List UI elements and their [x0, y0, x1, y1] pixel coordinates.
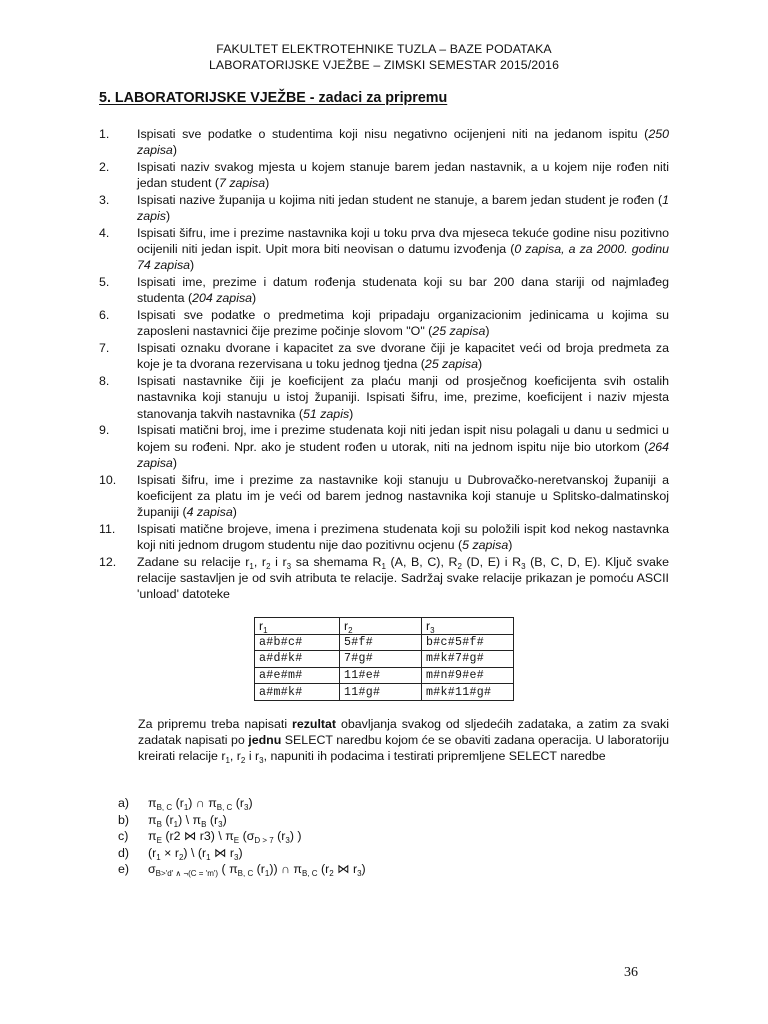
operation-expression: $\pi_E$ (r2 ⋈ r3) \ $\pi_E$ ($\sigma_{D > 7}$ $(r_3)$ )	[148, 829, 302, 845]
table-cell: m#k#7#g#	[422, 651, 514, 668]
operation-expression: $\pi_B$ $(r_1)$ \ $\pi_B$ $(r_3)$	[148, 812, 227, 829]
table-cell: a#m#k#	[255, 684, 340, 701]
table-cell: 11#e#	[340, 667, 422, 684]
task-item: 10. Ispisati šifru, ime i prezime za nastavnike koji stanuju u Dubrovačko-neretvanskoj županiji a koeficijent za platu im je veći od barem jednog nastavnika koji stanuje u Splitsko-dalmatinskoj županiji (4 zapisa)	[99, 472, 669, 520]
table-cell: a#b#c#	[255, 634, 340, 651]
task-item: 2. Ispisati naziv svakog mjesta u kojem stanuje barem jedan nastavnik, a u kojem nije rođen niti jedan student (7 zapisa)	[99, 160, 669, 191]
table-row	[255, 634, 514, 651]
task-item: 9. Ispisati matični broj, ime i prezime studenata koji niti jedan ispit nisu polagali u danu u sedmici u kojem su rođeni. Npr. ako je student rođen u utorak, niti na jednom ispitu nije bio utorkom (264 zapisa)	[99, 423, 669, 470]
task-item: 7. Ispisati oznaku dvorane i kapacitet za sve dvorane čiji je kapacitet veći od broja predmeta za koje je ta dvorana rezervisana u toku jednog tjedna (25 zapisa)	[99, 341, 669, 372]
task-item: 6. Ispisati sve podatke o predmetima koji pripadaju organizacionim jedinicama u kojima su zaposleni nastavnici čije prezime počinje slovom "O" (25 zapisa)	[99, 308, 669, 339]
page-number: 36	[624, 965, 638, 980]
table-cell: a#e#m#	[255, 667, 340, 684]
task-list	[99, 126, 669, 603]
section-title: 5. LABORATORIJSKE VJEŽBE - zadaci za pripremu	[99, 90, 448, 106]
table-row	[255, 651, 514, 668]
column-header-r3: $r_3$	[422, 618, 514, 635]
task-item: 4. Ispisati šifru, ime i prezime nastavnika koji u toku prva dva mjeseca tekuće godine nisu pozitivno ocijenili niti jedan ispit. Upit mora biti neovisan o datumu izvođenja (0 zapisa, a za 2000. godinu 74 zapisa)	[99, 226, 669, 273]
task-item: 5. Ispisati ime, prezime i datum rođenja studenata koji su bar 200 dana stariji od najmlađeg studenta (204 zapisa)	[99, 275, 669, 306]
operation-expression: $(r_1 \times r_2)$ \ ($r_1$ ⋈ $r_3$)	[148, 845, 243, 862]
header-line-2: LABORATORIJSKE VJEŽBE – ZIMSKI SEMESTAR 2015/2016	[208, 58, 560, 72]
column-header-r1: $r_1$	[255, 618, 340, 635]
table-cell: 11#g#	[340, 684, 422, 701]
table-cell: 5#f#	[340, 634, 422, 651]
task-item-12: 12. Zadane su relacije $r_1$, $r_2$ i $r_3$ sa shemama $R_1$ (A, B, C), $R_2$ (D, E) i $R_3$ (B, C, D, E). Ključ svake relacije sastavljen je od svih atributa te relacije. Sadržaj svake relacije prikazan je pomoću ASCII 'unload' datoteke	[99, 554, 670, 602]
task-item: 3. Ispisati nazive županija u kojima niti jedan student ne stanuje, a barem jedan student je rođen (1 zapis)	[99, 193, 669, 224]
table-cell: a#d#k#	[255, 651, 340, 668]
instructions-paragraph: Za pripremu treba napisati rezultat obavljanja svakog od sljedećih zadataka, a zatim za svaki zadatak napisati po jednu SELECT naredbu kojom će se obaviti zadana operacija. U laboratoriju kreirati relacije $r_1$, $r_2$ i $r_3$, napuniti ih podacima i testirati pripremljene SELECT naredbe	[138, 717, 669, 766]
table-cell: m#n#9#e#	[422, 667, 514, 684]
task-item: 1. Ispisati sve podatke o studentima koji nisu negativno ocijenjeni niti na jedanom ispitu (250 zapisa)	[99, 127, 669, 158]
task-item: 8. Ispisati nastavnike čiji je koeficijent za plaću manji od prosječnog koeficijenta svih ostalih nastavnika koji stanuju u istoj županiji. Ispisati šifru, ime, prezime, koeficijent i naziv mjesta stanovanja takvih nastavnika (51 zapis)	[99, 374, 669, 421]
page-header	[0, 41, 768, 73]
table-row	[255, 684, 514, 701]
table-cell: m#k#11#g#	[422, 684, 514, 701]
table-row	[255, 667, 514, 684]
operation-expression: $\pi_{B, C}$ $(r_1)$ ∩ $\pi_{B, C}$ $(r_3)$	[148, 796, 253, 812]
document-page: FAKULTET ELEKTROTEHNIKE TUZLA – BAZE PODATAKA LABORATORIJSKE VJEŽBE – ZIMSKI SEMESTAR 2015/2016 5. LABORATORIJSKE VJEŽBE - zadaci za pripremu 1. Ispisati sve podatke o studentima koji nisu negativno ocijenjeni niti na jedanom ispitu (250 zapisa) 2. Ispisati naziv svakog mjesta u kojem stanuje barem jedan nastavnik, a u kojem nije rođen niti jedan student (7 zapisa) 3. Ispisati nazive županija u kojima niti jedan student ne stanuje, a barem jedan student je rođen (1 zapis) 4. Ispisati šifru, ime i prezime nastavnika koji u toku prva dva mjeseca tekuće godine nisu pozitivno ocijenili niti jedan ispit. Upit mora biti neovisan o datumu izvođenja (0 zapisa, a za 2000. godinu 74 zapisa) 5. Ispisati ime, prezime i datum rođenja studenata koji su bar 200 dana stariji od najmlađeg studenta (204 zapisa) 6. Ispisati sve podatke o predmetima koji pripadaju organizacionim jedinicama u kojima su zaposleni nastavnici čije prezime počinje slovom "O" (25 zapisa) 7. Ispisati oznaku dvorane i kapacitet za sve dvorane čiji je kapacitet veći od broja predmeta za koje je ta dvorana rezervisana u toku jednog tjedna (25 zapisa) 8. Ispisati nastavnike čiji je koeficijent za plaću manji od prosječnog koeficijenta svih ostalih nastavnika koji stanuju u istoj županiji. Ispisati šifru, ime, prezime, koeficijent i naziv mjesta stanovanja takvih nastavnika (51 zapis) 9. Ispisati matični broj, ime i prezime studenata koji niti jedan ispit nisu polagali u danu u sedmici u kojem su rođeni. Npr. ako je student rođen u utorak, niti na jednom ispitu nije bio utorkom (264 zapisa) 10. Ispisati šifru, ime i prezime za nastavnike koji stanuju u Dubrovačko-neretvanskoj županiji a koeficijent za platu im je veći od barem jednog nastavnika koji stanuje u Splitsko-dalmatinskoj županiji (4 zapisa) 11. Ispisati matične brojeve, imena i prezimena studenata koji su položili ispit kod nekog nastavnka koji niti jednom drugom studentu nije dao pozitivnu ocjenu (5 zapisa) 12. Zadane su relacije $r_1$, $r_2$ i $r_3$ sa shemama $R_1$ (A, B, C), $R_2$ (D, E) i $R_3$ (B, C, D, E). Ključ svake relacije sastavljen je od svih atributa te relacije. Sadržaj svake relacije prikazan je pomoću ASCII 'unload' datoteke $r_1$ $r_2$ $r_3$ a#b#c# 5#f# b#c#5#f# a#d#k# 7#g# m#k#7#g# a#e#m# 11#e# m#n#9#e# a#m#k# 11#g# m#k#11#g# Za pripremu treba napisati rezultat obavljanja svakog od sljedećih zadataka, a zatim za svaki zadatak napisati po jednu SELECT naredbu kojom će se obaviti zadana operacija. U laboratoriju kreirati relacije $r_1$, $r_2$ i $r_3$, napuniti ih podacima i testirati pripremljene SELECT naredbe a) $\pi_{B, C}$ $(r_1)$ ∩ $\pi_{B, C}$ $(r_3)$ b) $\pi_B$ $(r_1)$ \ $\pi_B$ $(r_3)$ c) $\pi_E$ (r2 ⋈ r3) \ $\pi_E$ ($\sigma_{D > 7}$ $(r_3)$ ) d) $(r_1 \times r_2)$ \ ($r_1$ ⋈ $r_3$) e) $\sigma_{B>'d' \wedge \neg(C = 'm')}$ ( $\pi_{B, C}$ $(r_1)$) ∩ $\pi_{B, C}$ ($r_2$ ⋈ $r_3$) 36	[0, 0, 768, 1024]
operation-expression: $\sigma_{B>'d' \wedge \neg(C = 'm')}$ ( $\pi_{B, C}$ $(r_1)$) ∩ $\pi_{B, C}$ ($r_2$ ⋈ $r_3$)	[148, 862, 366, 878]
column-header-r2: $r_2$	[340, 618, 422, 635]
header-line-1: FAKULTET ELEKTROTEHNIKE TUZLA – BAZE PODATAKA	[216, 42, 552, 56]
table-cell: 7#g#	[340, 651, 422, 668]
table-cell: b#c#5#f#	[422, 634, 514, 651]
table-header-row	[255, 618, 514, 635]
task-item: 11. Ispisati matične brojeve, imena i prezimena studenata koji su položili ispit kod nekog nastavnka koji niti jednom drugom studentu nije dao pozitivnu ocjenu (5 zapisa)	[99, 521, 669, 553]
relations-table	[254, 617, 514, 701]
